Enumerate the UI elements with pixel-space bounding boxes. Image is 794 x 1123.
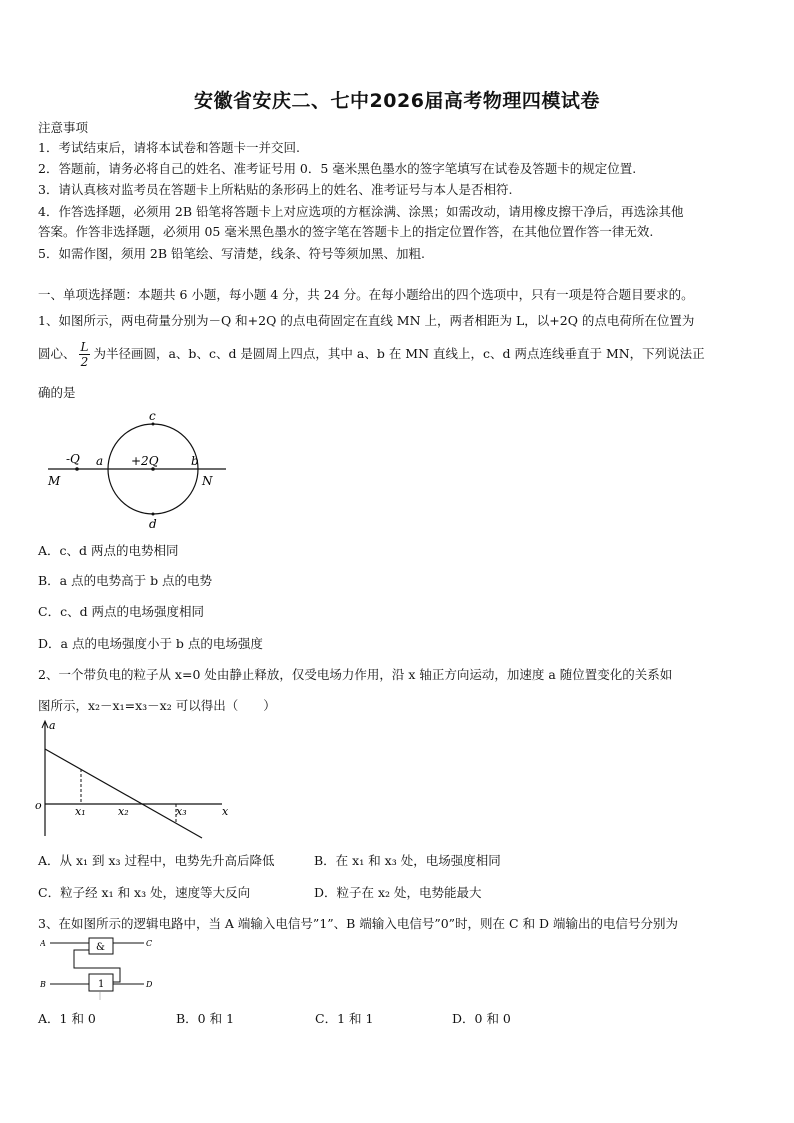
label-a: A (40, 939, 46, 948)
q3-logic-circuit (40, 934, 160, 1006)
acceleration-line (45, 749, 202, 838)
q1-line2-post: 为半径画圆，a、b、c、d 是圆周上四点，其中 a、b 在 MN 直线上，c、d 两点连线垂直于 MN，下列说法正 (93, 346, 705, 361)
axis-label-x: x (222, 805, 229, 818)
axis-label-a: a (49, 719, 56, 732)
label-neg-charge: -Q (66, 452, 80, 466)
not-gate-symbol: 1 (98, 979, 105, 990)
notice-item: 答案。作答非选择题，必须用 05 毫米黑色墨水的签字笔在答题卡上的指定位置作答，在其他位置作答一律无效. (38, 224, 654, 239)
q1-stem-line3: 确的是 (38, 385, 76, 400)
page-title: 安徽省安庆二、七中2026届高考物理四模试卷 (194, 90, 600, 112)
fraction-denominator: 2 (80, 355, 89, 369)
section-heading: 一、单项选择题：本题共 6 小题，每小题 4 分，共 24 分。在每小题给出的四个选项中，只有一项是符合题目要求的。 (38, 287, 694, 302)
q1-line2-pre: 圆心、 (38, 346, 76, 361)
q2-stem-line1: 2、一个带负电的粒子从 x=0 处由静止释放，仅受电场力作用，沿 x 轴正方向运动，加速度 a 随位置变化的关系如 (38, 667, 673, 682)
q1-option-d: D．a 点的电场强度小于 b 点的电场强度 (38, 636, 263, 651)
notice-item: 1．考试结束后，请将本试卷和答题卡一并交回. (38, 140, 300, 155)
label-d: d (149, 517, 157, 531)
label-x2: x₂ (118, 805, 129, 818)
q3-option-b: B．0 和 1 (176, 1011, 235, 1026)
q1-stem-line2 (38, 340, 705, 369)
fraction-numerator: L (80, 340, 89, 354)
q3-option-c: C．1 和 1 (315, 1011, 374, 1026)
label-x1: x₁ (75, 805, 86, 818)
q1-stem-line1: 1、如图所示，两电荷量分别为－Q 和+2Q 的点电荷固定在直线 MN 上，两者相距为 L，以+2Q 的点电荷所在位置为 (38, 313, 695, 328)
notice-heading: 注意事项 (38, 120, 89, 135)
notice-item: 3．请认真核对监考员在答题卡上所粘贴的条形码上的姓名、准考证号与本人是否相符. (38, 182, 513, 197)
q3-option-d: D．0 和 0 (452, 1011, 511, 1026)
label-x3: x₃ (176, 805, 187, 818)
charge-neg-dot (75, 467, 79, 471)
q1-option-c: C．c、d 两点的电场强度相同 (38, 604, 205, 619)
label-c: C (146, 939, 153, 948)
point-d-dot (152, 513, 155, 516)
label-b: B (40, 980, 46, 989)
notice-item: 5．如需作图，须用 2B 铅笔绘、写清楚，线条、符号等须加黑、加粗. (38, 246, 426, 261)
fraction-l-over-2 (79, 340, 91, 369)
q2-option-c: C．粒子经 x₁ 和 x₃ 处，速度等大反向 (38, 885, 251, 900)
notice-item: 2．答题前，请务必将自己的姓名、准考证号用 0．5 毫米黑色墨水的签字笔填写在试卷及答题卡的规定位置. (38, 161, 637, 176)
label-c: c (149, 409, 156, 423)
and-gate-symbol: & (96, 942, 105, 953)
label-b: b (191, 454, 199, 468)
origin-label: o (35, 799, 42, 812)
q2-option-a: A．从 x₁ 到 x₃ 过程中，电势先升高后降低 (38, 853, 275, 868)
notice-item: 4．作答选择题，必须用 2B 铅笔将答题卡上对应选项的方框涂满、涂黑；如需改动，请用橡皮擦干净后，再选涂其他 (38, 204, 684, 219)
q3-stem-line1: 3、在如图所示的逻辑电路中，当 A 端输入电信号”1”、B 端输入电信号”0”时，则在 C 和 D 端输出的电信号分别为 (38, 916, 679, 931)
q2-stem-line2: 图所示，x₂－x₁=x₃－x₂ 可以得出（ ） (38, 698, 276, 713)
label-m: M (48, 474, 61, 488)
q2-acceleration-graph (30, 718, 240, 843)
q3-option-a: A．1 和 0 (38, 1011, 96, 1026)
q1-circle-diagram (40, 408, 230, 533)
label-a: a (96, 454, 104, 468)
q1-option-a: A．c、d 两点的电势相同 (38, 543, 179, 558)
label-pos-charge: +2Q (131, 454, 159, 468)
q2-option-b: B．在 x₁ 和 x₃ 处，电场强度相同 (314, 853, 501, 868)
label-d: D (146, 980, 153, 989)
label-n: N (202, 474, 213, 488)
q2-option-d: D．粒子在 x₂ 处，电势能最大 (314, 885, 482, 900)
q1-option-b: B．a 点的电势高于 b 点的电势 (38, 573, 213, 588)
